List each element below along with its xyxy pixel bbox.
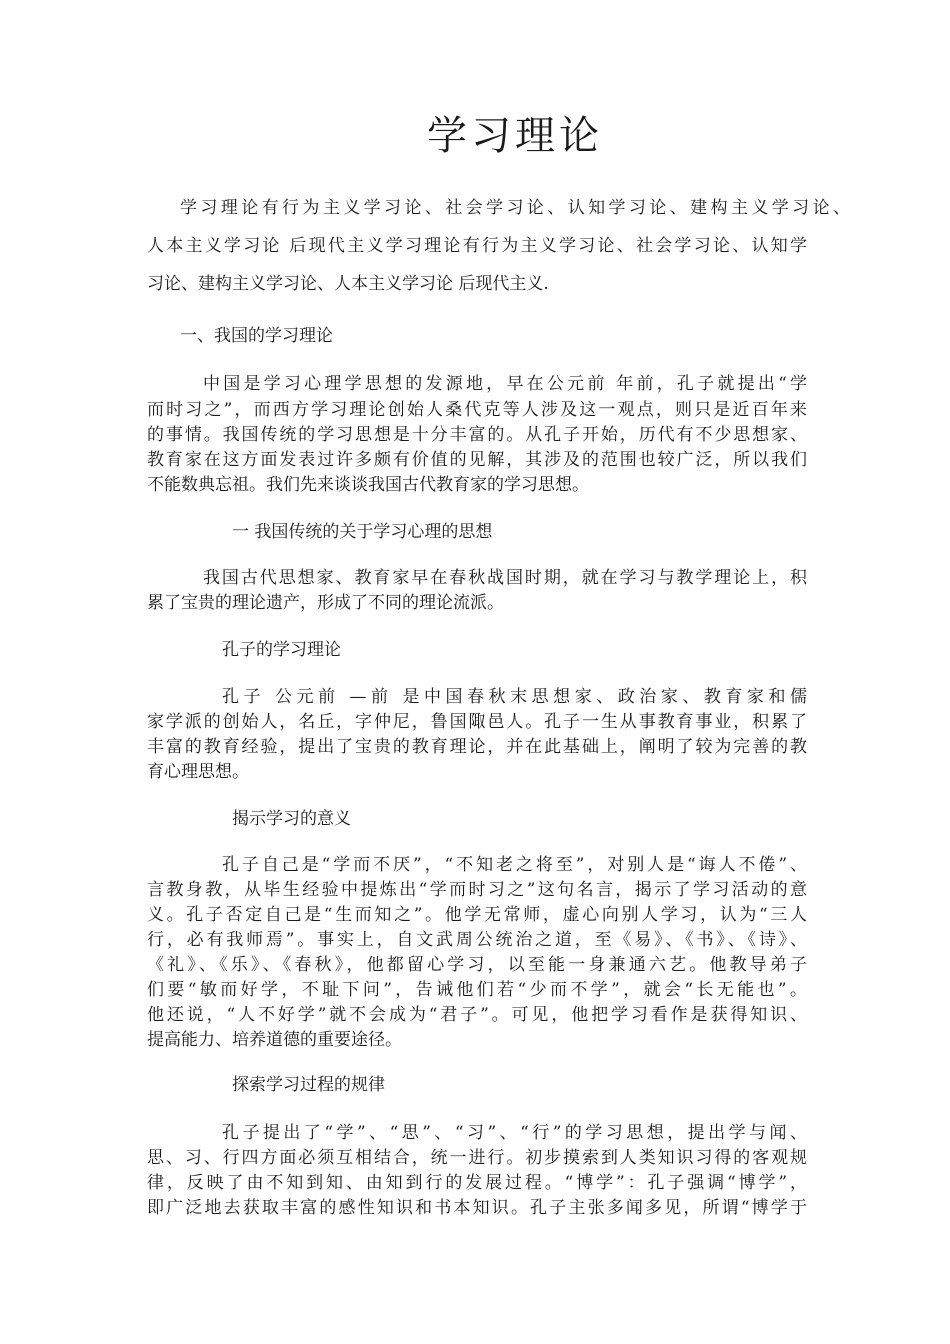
para4-line-5: 《礼》、《乐》、《春秋》，他都留心学习，以至能一身兼通六艺。他教导弟子 bbox=[147, 955, 807, 975]
para2-line-2: 累了宝贵的理论遗产，形成了不同的理论流派。 bbox=[147, 593, 504, 613]
para5-line-3: 律，反映了由不知到知、由知到行的发展过程。“博学”：孔子强调“博学”， bbox=[147, 1173, 807, 1193]
para5-line-1: 孔子提出了“学”、“思”、“习”、“行”的学习思想，提出学与闻、 bbox=[222, 1123, 807, 1143]
para1-line-4: 教育家在这方面发表过许多颇有价值的见解，其涉及的范围也较广泛，所以我们 bbox=[147, 450, 807, 470]
para1-line-5: 不能数典忘祖。我们先来谈谈我国古代教育家的学习思想。 bbox=[147, 475, 589, 495]
section-heading-1: 一、我国的学习理论 bbox=[180, 326, 333, 346]
section-heading-3: 孔子的学习理论 bbox=[222, 640, 341, 660]
para5-line-4: 即广泛地去获取丰富的感性知识和书本知识。孔子主张多闻多见，所谓“博学于 bbox=[147, 1198, 807, 1218]
para1-line-3: 的事情。我国传统的学习思想是十分丰富的。从孔子开始，历代有不少思想家、 bbox=[147, 425, 807, 445]
para2-line-1: 我国古代思想家、教育家早在春秋战国时期，就在学习与教学理论上，积 bbox=[203, 568, 807, 588]
intro-line-3: 习论、建构主义学习论、人本主义学习论 后现代主义. bbox=[147, 274, 549, 294]
para4-line-6: 们要“敏而好学，不耻下问”，告诫他们若“少而不学”，就会“长无能也”。 bbox=[147, 980, 807, 1000]
para4-line-3: 义。孔子否定自己是“生而知之”。他学无常师，虚心向别人学习，认为“三人 bbox=[147, 905, 807, 925]
para5-line-2: 思、习、行四方面必须互相结合，统一进行。初步摸索到人类知识习得的客观规 bbox=[147, 1148, 807, 1168]
para3-line-1: 孔子 公元前 —前 是中国春秋末思想家、政治家、教育家和儒 bbox=[222, 687, 807, 707]
para4-line-8: 提高能力、培养道德的重要途径。 bbox=[147, 1030, 402, 1050]
para1-line-2: 而时习之”，而西方学习理论创始人桑代克等人涉及这一观点，则只是近百年来 bbox=[147, 400, 807, 420]
para1-line-1: 中国是学习心理学思想的发源地，早在公元前 年前，孔子就提出“学 bbox=[203, 374, 807, 394]
section-heading-2: 一 我国传统的关于学习心理的思想 bbox=[232, 522, 493, 542]
page-title: 学习理论 bbox=[427, 113, 603, 159]
section-heading-4: 揭示学习的意义 bbox=[232, 809, 351, 829]
para3-line-4: 育心理思想。 bbox=[147, 762, 249, 782]
para4-line-7: 他还说，“人不好学”就不会成为“君子”。可见，他把学习看作是获得知识、 bbox=[147, 1005, 807, 1025]
intro-line-2: 人本主义学习论 后现代主义学习理论有行为主义学习论、社会学习论、认知学 bbox=[147, 236, 807, 256]
para3-line-3: 丰富的教育经验，提出了宝贵的教育理论，并在此基础上，阐明了较为完善的教 bbox=[147, 737, 807, 757]
section-heading-5: 探索学习过程的规律 bbox=[232, 1075, 385, 1095]
intro-line-1: 学习理论有行为主义学习论、社会学习论、认知学习论、建构主义学习论、 bbox=[180, 198, 850, 218]
para3-line-2: 家学派的创始人，名丘，字仲尼，鲁国陬邑人。孔子一生从事教育事业，积累了 bbox=[147, 712, 807, 732]
para4-line-2: 言教身教，从毕生经验中提炼出“学而时习之”这句名言，揭示了学习活动的意 bbox=[147, 880, 807, 900]
para4-line-4: 行，必有我师焉”。事实上，自文武周公统治之道，至《易》、《书》、《诗》、 bbox=[147, 930, 807, 950]
para4-line-1: 孔子自己是“学而不厌”，“不知老之将至”，对别人是“诲人不倦”、 bbox=[222, 855, 807, 875]
